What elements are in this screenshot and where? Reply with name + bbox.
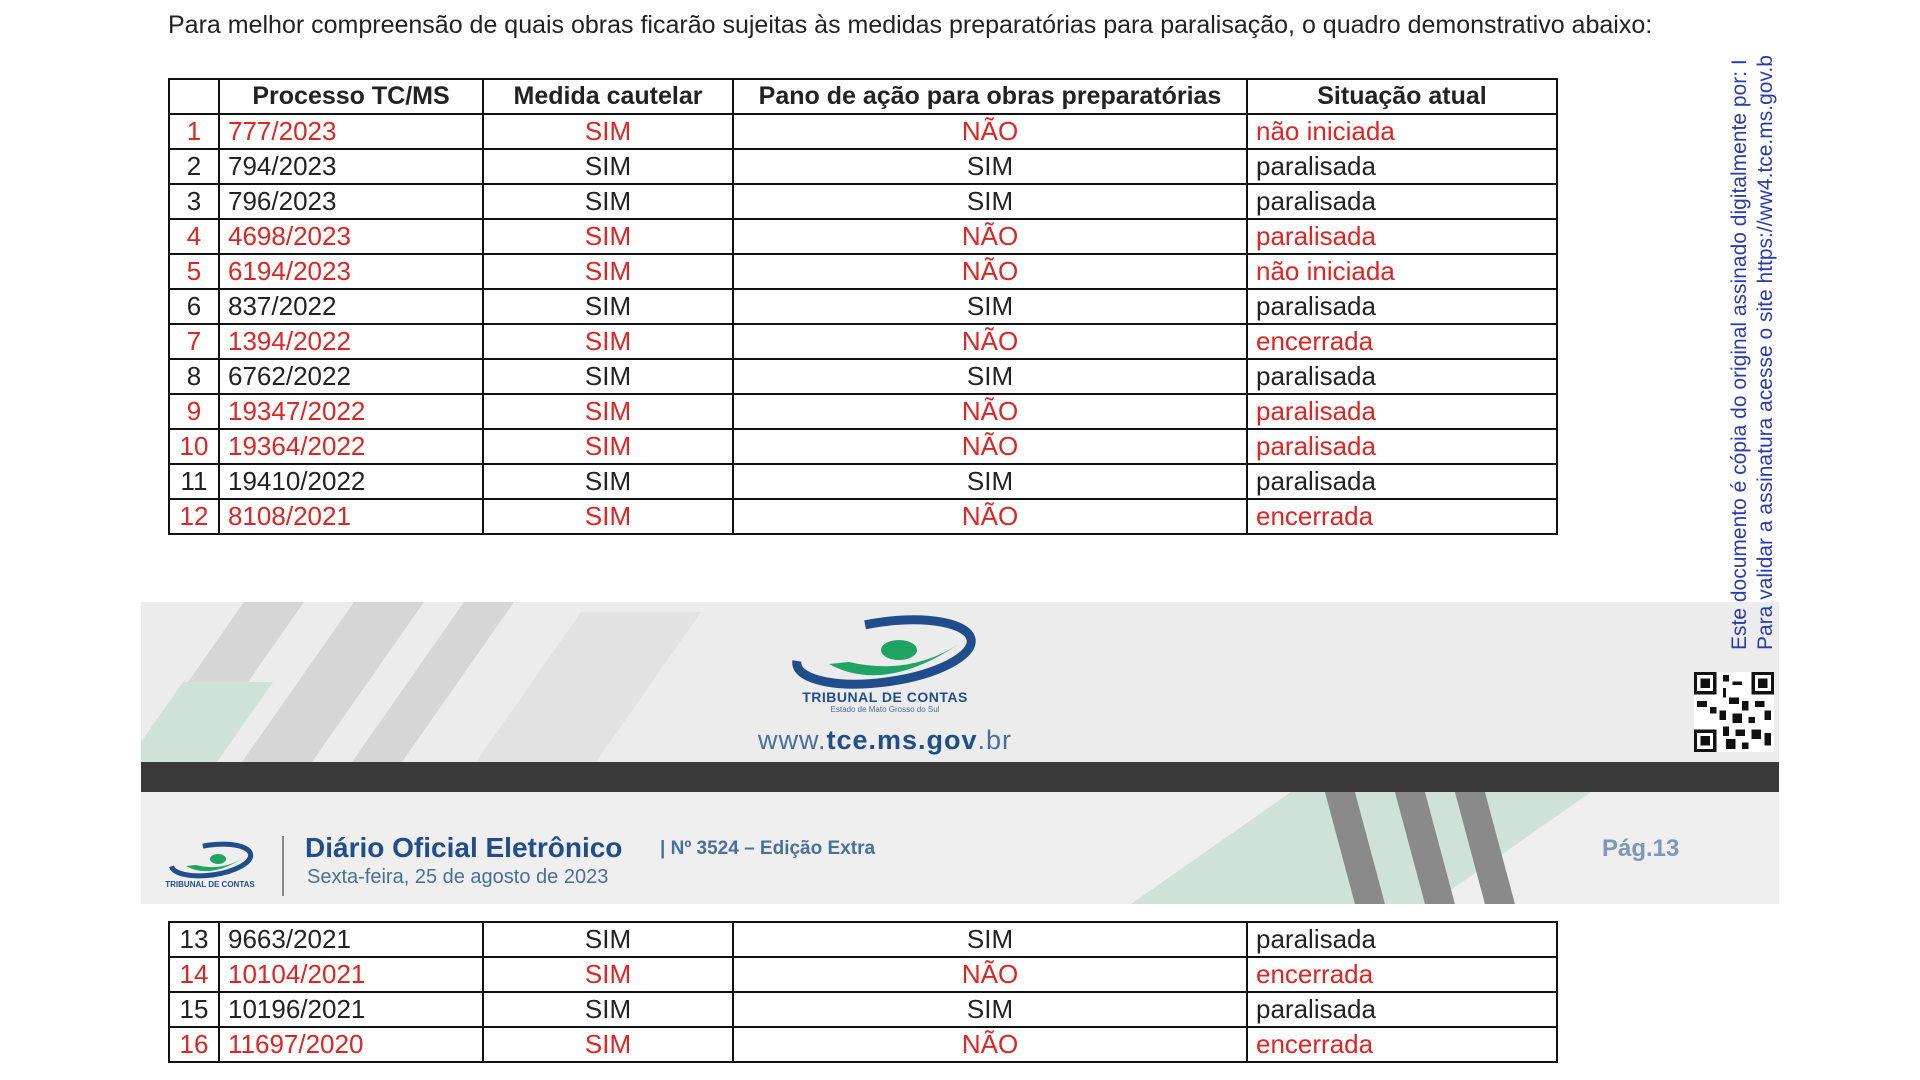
table-row: [169, 114, 1557, 149]
situacao-atual-cell: paralisada: [1247, 394, 1557, 429]
intro-paragraph: Para melhor compreensão de quais obras ficarão sujeitas às medidas preparatórias para paralisação, o quadro demonstrativo abaixo:: [168, 11, 1653, 39]
medida-cautelar-cell: SIM: [483, 184, 733, 219]
row-number-cell: 16: [169, 1027, 219, 1062]
header-logo-text: TRIBUNAL DE CONTAS: [165, 880, 255, 889]
situacao-atual-cell: não iniciada: [1247, 114, 1557, 149]
pano-de-acao-cell: SIM: [733, 289, 1247, 324]
footer-url[interactable]: [700, 725, 1070, 756]
table-row: [169, 394, 1557, 429]
table-row: [169, 499, 1557, 534]
situacao-atual-cell: paralisada: [1247, 992, 1557, 1027]
situacao-atual-cell: paralisada: [1247, 922, 1557, 957]
footer-logo-subtext: Estado de Mato Grosso do Sul: [830, 705, 940, 714]
situacao-atual-cell: encerrada: [1247, 1027, 1557, 1062]
table-row: [169, 149, 1557, 184]
table-row: [169, 957, 1557, 992]
row-number-cell: 5: [169, 254, 219, 289]
processo-cell: 794/2023: [219, 149, 483, 184]
tce-header-logo-icon: [168, 840, 254, 880]
pano-de-acao-cell: NÃO: [733, 429, 1247, 464]
pano-de-acao-cell: SIM: [733, 464, 1247, 499]
row-number-cell: 8: [169, 359, 219, 394]
medida-cautelar-cell: SIM: [483, 289, 733, 324]
header-number: [169, 79, 219, 114]
table-row: [169, 464, 1557, 499]
row-number-cell: 12: [169, 499, 219, 534]
table-row: [169, 184, 1557, 219]
situacao-atual-cell: encerrada: [1247, 499, 1557, 534]
medida-cautelar-cell: SIM: [483, 992, 733, 1027]
header-date: Sexta-feira, 25 de agosto de 2023: [307, 866, 609, 888]
pano-de-acao-cell: NÃO: [733, 114, 1247, 149]
situacao-atual-cell: paralisada: [1247, 429, 1557, 464]
header-edition: | Nº 3524 – Edição Extra: [660, 838, 876, 859]
processo-cell: 11697/2020: [219, 1027, 483, 1062]
header-processo: Processo TC/MS: [219, 79, 483, 114]
footer-url-domain: tce.ms.gov: [826, 725, 978, 755]
situacao-atual-cell: paralisada: [1247, 359, 1557, 394]
pano-de-acao-cell: NÃO: [733, 957, 1247, 992]
row-number-cell: 7: [169, 324, 219, 359]
situacao-atual-cell: encerrada: [1247, 324, 1557, 359]
situacao-atual-cell: não iniciada: [1247, 254, 1557, 289]
processo-cell: 4698/2023: [219, 219, 483, 254]
works-table-bottom: [168, 921, 1558, 1063]
row-number-cell: 13: [169, 922, 219, 957]
qr-code-icon: [1694, 672, 1774, 752]
processo-cell: 9663/2021: [219, 922, 483, 957]
situacao-atual-cell: paralisada: [1247, 289, 1557, 324]
row-number-cell: 6: [169, 289, 219, 324]
situacao-atual-cell: paralisada: [1247, 219, 1557, 254]
pano-de-acao-cell: SIM: [733, 359, 1247, 394]
medida-cautelar-cell: SIM: [483, 499, 733, 534]
row-number-cell: 1: [169, 114, 219, 149]
pano-de-acao-cell: NÃO: [733, 394, 1247, 429]
row-number-cell: 11: [169, 464, 219, 499]
table-row: [169, 992, 1557, 1027]
processo-cell: 10104/2021: [219, 957, 483, 992]
row-number-cell: 14: [169, 957, 219, 992]
header-pano-de-acao: Pano de ação para obras preparatórias: [733, 79, 1247, 114]
row-number-cell: 15: [169, 992, 219, 1027]
pano-de-acao-cell: NÃO: [733, 219, 1247, 254]
processo-cell: 6762/2022: [219, 359, 483, 394]
processo-cell: 777/2023: [219, 114, 483, 149]
header-situacao-atual: Situação atual: [1247, 79, 1557, 114]
table-row: [169, 289, 1557, 324]
processo-cell: 837/2022: [219, 289, 483, 324]
table-row: [169, 324, 1557, 359]
situacao-atual-cell: paralisada: [1247, 149, 1557, 184]
pano-de-acao-cell: NÃO: [733, 1027, 1247, 1062]
pano-de-acao-cell: SIM: [733, 184, 1247, 219]
processo-cell: 1394/2022: [219, 324, 483, 359]
medida-cautelar-cell: SIM: [483, 359, 733, 394]
processo-cell: 19410/2022: [219, 464, 483, 499]
medida-cautelar-cell: SIM: [483, 922, 733, 957]
digital-signature-note: [1727, 0, 1779, 650]
footer-divider-bar: [141, 762, 1779, 792]
table-row: [169, 429, 1557, 464]
table-row: [169, 254, 1557, 289]
processo-cell: 19364/2022: [219, 429, 483, 464]
medida-cautelar-cell: SIM: [483, 114, 733, 149]
row-number-cell: 4: [169, 219, 219, 254]
header-divider: [282, 836, 284, 896]
row-number-cell: 2: [169, 149, 219, 184]
processo-cell: 6194/2023: [219, 254, 483, 289]
medida-cautelar-cell: SIM: [483, 149, 733, 184]
table-row: [169, 1027, 1557, 1062]
header-title: Diário Oficial Eletrônico: [305, 832, 623, 863]
medida-cautelar-cell: SIM: [483, 324, 733, 359]
table-header-row: [169, 79, 1557, 114]
footer-logo-text: TRIBUNAL DE CONTAS: [802, 689, 968, 705]
medida-cautelar-cell: SIM: [483, 254, 733, 289]
medida-cautelar-cell: SIM: [483, 394, 733, 429]
header-medida-cautelar: Medida cautelar: [483, 79, 733, 114]
table-row: [169, 922, 1557, 957]
pano-de-acao-cell: SIM: [733, 922, 1247, 957]
pano-de-acao-cell: NÃO: [733, 254, 1247, 289]
table-row: [169, 219, 1557, 254]
footer-url-prefix: www.: [757, 725, 827, 755]
medida-cautelar-cell: SIM: [483, 429, 733, 464]
processo-cell: 8108/2021: [219, 499, 483, 534]
tce-logo-icon: [789, 614, 979, 694]
processo-cell: 796/2023: [219, 184, 483, 219]
situacao-atual-cell: paralisada: [1247, 184, 1557, 219]
pano-de-acao-cell: NÃO: [733, 499, 1247, 534]
medida-cautelar-cell: SIM: [483, 1027, 733, 1062]
row-number-cell: 9: [169, 394, 219, 429]
row-number-cell: 3: [169, 184, 219, 219]
signature-note-line-2: Para validar a assinatura acesse o site https://ww4.tce.ms.gov.b: [1754, 55, 1777, 650]
table-row: [169, 359, 1557, 394]
row-number-cell: 10: [169, 429, 219, 464]
header-page-number: Pág.13: [1602, 835, 1680, 862]
situacao-atual-cell: encerrada: [1247, 957, 1557, 992]
footer-url-suffix: .br: [977, 725, 1013, 755]
processo-cell: 10196/2021: [219, 992, 483, 1027]
situacao-atual-cell: paralisada: [1247, 464, 1557, 499]
processo-cell: 19347/2022: [219, 394, 483, 429]
medida-cautelar-cell: SIM: [483, 464, 733, 499]
medida-cautelar-cell: SIM: [483, 219, 733, 254]
medida-cautelar-cell: SIM: [483, 957, 733, 992]
signature-note-line-1: Este documento é cópia do original assinado digitalmente por: I: [1728, 59, 1751, 650]
works-table-top: [168, 78, 1558, 535]
pano-de-acao-cell: NÃO: [733, 324, 1247, 359]
pano-de-acao-cell: SIM: [733, 992, 1247, 1027]
pano-de-acao-cell: SIM: [733, 149, 1247, 184]
